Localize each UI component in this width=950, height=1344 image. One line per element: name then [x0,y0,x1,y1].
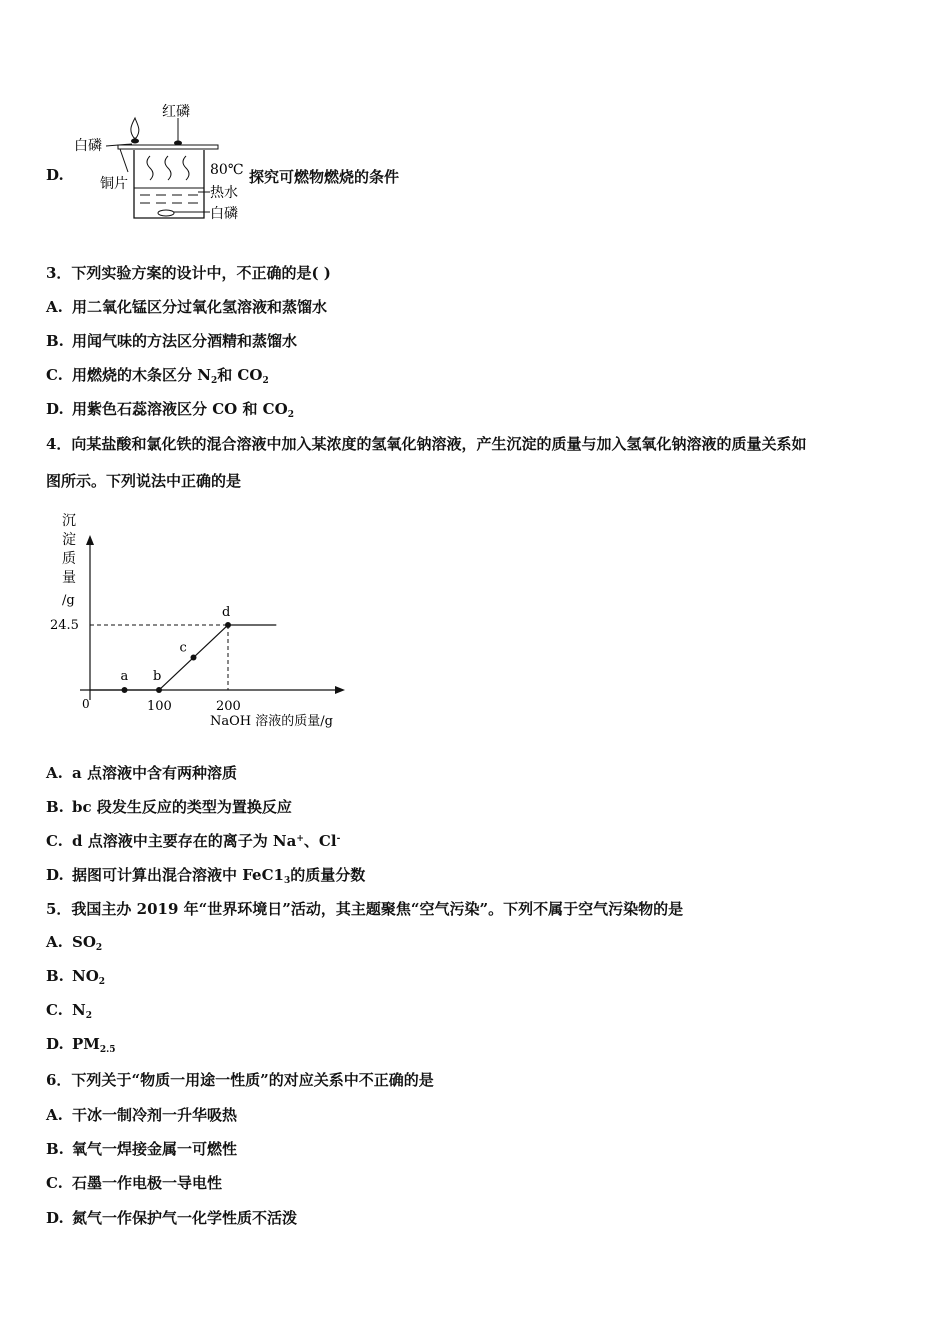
option-text: SO [72,933,96,951]
y-axis-arrow-icon [86,535,94,545]
x-axis-label: NaOH 溶液的质量/g [210,714,333,729]
option-text: 氮气一作保护气一化学性质不活泼 [72,1209,298,1227]
q5-option-a [46,933,102,953]
option-letter: C. [46,366,63,384]
option-letter: C. [46,1001,63,1019]
subscript: 2 [95,943,103,953]
q3-option-c [46,364,269,386]
flame-icon [131,118,139,138]
q6-stem: 6．下列关于“物质一用途一性质”的对应关系中不正确的是 [46,1071,434,1089]
point-label-d: d [222,605,231,620]
origin-label: 0 [82,697,90,711]
label-white-phosphorus-top: 白磷 [74,138,102,154]
point-label-a: a [120,669,129,684]
point-label-c: c [179,640,187,656]
q6-option-c [46,1172,222,1193]
superscript: + [296,834,304,844]
subscript: 3 [283,876,291,886]
option-text: 用二氧化锰区分过氧化氢溶液和蒸馏水 [72,298,328,316]
option-text: 的质量分数 [290,866,366,884]
option-text: 氧气一焊接金属一可燃性 [72,1140,238,1158]
option-text: 、Cl [303,832,337,850]
option-text: bc 段发生反应的类型为置换反应 [72,798,292,816]
x-tick-label: 200 [216,699,241,714]
white-phosphorus-top-icon [131,139,139,144]
q3-stem: 3．下列实验方案的设计中，不正确的是( ) [46,264,331,282]
label-copper: 铜片 [100,176,128,192]
label-temp: 80℃ [210,162,244,178]
option-text: 用紫色石蕊溶液区分 CO 和 CO [72,400,288,418]
q2-option-d-text: 探究可燃物燃烧的条件 [249,168,400,186]
option-letter: D. [46,1209,64,1227]
option-letter: B. [46,967,64,985]
label-red-phosphorus: 红磷 [162,104,190,120]
series-line [90,625,276,690]
water-lines [140,195,198,203]
option-letter: D. [46,166,64,184]
point-c [191,655,197,661]
option-text: 据图可计算出混合溶液中 FeC1 [72,866,284,884]
y-label-char: 量 [62,570,76,586]
q5-stem: 5．我国主办 2019 年“世界环境日”活动，其主题聚焦“空气污染”。下列不属于空气污染物的是 [46,900,684,918]
subscript: 2 [262,376,269,386]
option-letter: D. [46,400,64,418]
option-letter: A. [46,298,63,316]
copper-plate [118,145,218,149]
option-letter: C. [46,832,63,850]
subscript: 2 [210,376,218,386]
q6-option-b [46,1138,237,1159]
x-axis-arrow-icon [335,686,345,694]
option-text: 用闻气味的方法区分酒精和蒸馏水 [72,332,298,350]
q3-option-a [46,296,327,317]
q5-option-b [46,967,105,987]
steam-icon [147,156,189,180]
superscript: - [336,834,341,844]
subscript: 2 [287,410,294,420]
y-label-unit: /g [62,593,75,608]
q4-option-b [46,796,292,817]
point-b [156,687,162,693]
subscript: 2 [98,977,106,987]
q4-stem-line2: 图所示。下列说法中正确的是 [46,472,242,490]
option-letter: C. [46,1174,63,1192]
q4-option-c [46,830,340,851]
q4-option-a [46,762,237,783]
y-label-char: 沉 [62,513,76,529]
point-d [225,622,231,628]
option-text: NO [72,967,99,985]
option-text: a 点溶液中含有两种溶质 [72,764,237,782]
option-text: N [72,1001,86,1019]
option-text: 石墨一作电极一导电性 [72,1174,223,1192]
option-letter: D. [46,866,64,884]
q4-option-d [46,864,365,886]
q3-option-b [46,330,297,351]
option-letter: D. [46,1035,64,1053]
white-phosphorus-bottom-icon [158,210,174,216]
x-tick-label: 100 [147,699,172,714]
option-letter: B. [46,1140,64,1158]
q2-option-d [46,166,64,184]
subscript: 2 [85,1011,92,1021]
label-white-phosphorus-bottom: 白磷 [210,206,238,222]
q5-option-c [46,1001,92,1021]
option-letter: A. [46,1106,63,1124]
option-letter: A. [46,764,63,782]
y-label-char: 质 [62,551,76,567]
q3-option-d [46,398,294,420]
copper-pointer [120,149,128,172]
q6-option-d [46,1207,297,1228]
option-letter: B. [46,332,64,350]
combustion-apparatus-diagram [70,100,260,230]
q4-stem-line1: 4．向某盐酸和氯化铁的混合溶液中加入某浓度的氢氧化钠溶液，产生沉淀的质量与加入氢氧化钠溶液的质量关系如 [46,435,807,453]
option-text: 和 CO [217,366,263,384]
subscript: 2.5 [99,1045,116,1055]
option-letter: B. [46,798,64,816]
option-text: d 点溶液中主要存在的离子为 Na [72,832,297,850]
option-text: PM [72,1035,100,1053]
option-letter: A. [46,933,63,951]
point-a [122,687,128,693]
point-label-b: b [153,669,162,684]
y-tick-label: 24.5 [50,618,79,633]
option-text: 干冰一制冷剂一升华吸热 [72,1106,238,1124]
y-label-char: 淀 [62,532,76,548]
label-hot-water: 热水 [210,185,238,201]
precipitate-mass-chart [40,505,380,735]
q5-option-d [46,1035,116,1055]
beaker [134,150,204,218]
option-text: 用燃烧的木条区分 N [72,366,211,384]
q6-option-a [46,1104,237,1125]
